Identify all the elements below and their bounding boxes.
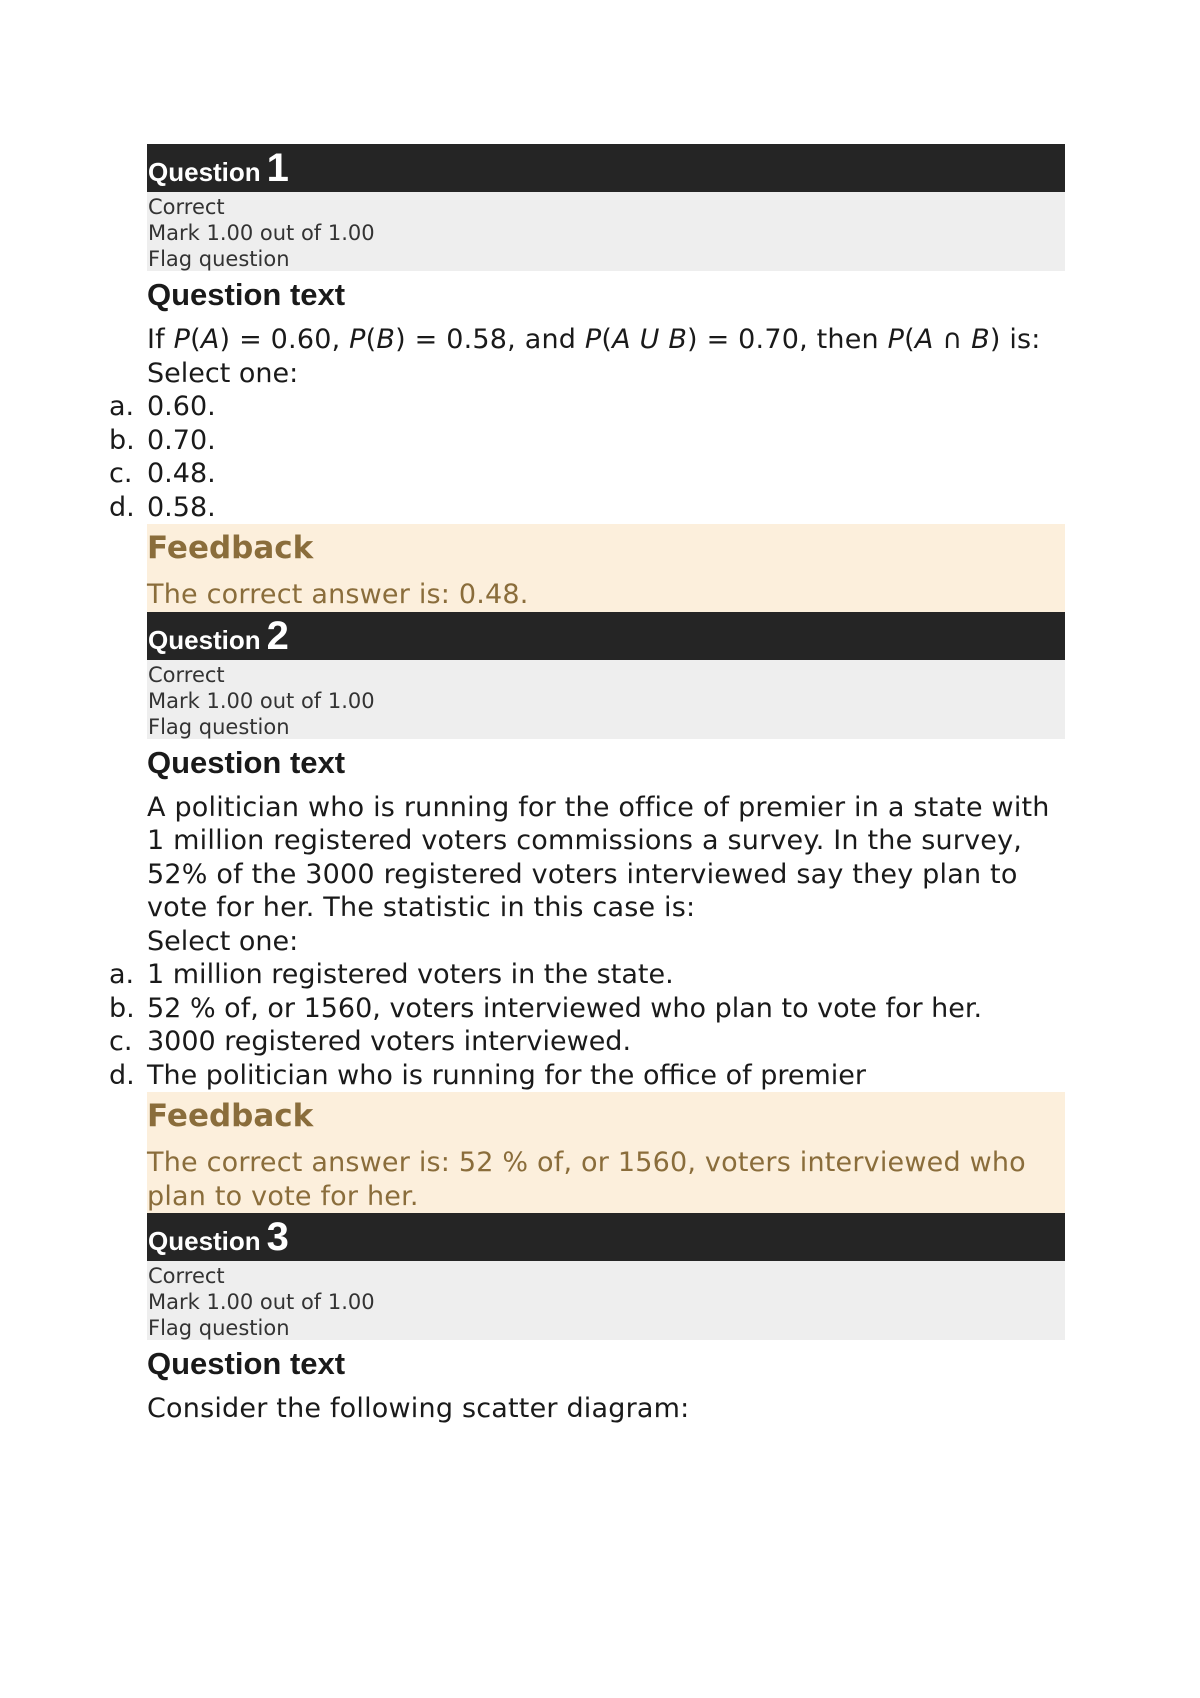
qtext-fragment: A bbox=[914, 324, 934, 355]
question-text-heading: Question text bbox=[147, 1346, 346, 1381]
feedback-title: Feedback bbox=[147, 530, 314, 566]
answer-list bbox=[109, 390, 1065, 524]
quiz-content bbox=[109, 144, 1065, 1426]
answer-text: 0.48. bbox=[147, 458, 216, 489]
answer-text: 1 million registered voters in the state. bbox=[147, 959, 674, 990]
answer-letter: c. bbox=[109, 458, 133, 489]
answer-text: 3000 registered voters interviewed. bbox=[147, 1026, 632, 1057]
question-1 bbox=[109, 144, 1065, 612]
question-title bbox=[148, 1217, 289, 1257]
question-header bbox=[147, 612, 1065, 660]
qtext-fragment: ∩ bbox=[933, 324, 972, 355]
question-text-heading: Question text bbox=[147, 744, 346, 780]
question-header bbox=[147, 1213, 1065, 1261]
qtext-fragment: If bbox=[147, 324, 174, 355]
qtext-fragment: ) = 0.70, then bbox=[687, 324, 888, 355]
answer-option[interactable] bbox=[109, 390, 1065, 424]
flag-question-link[interactable]: Flag question bbox=[148, 1316, 290, 1340]
feedback-box bbox=[147, 1092, 1065, 1213]
answer-text: 0.60. bbox=[147, 391, 216, 422]
answer-text: The politician who is running for the office of premier bbox=[147, 1059, 866, 1091]
question-status: Correct bbox=[148, 662, 225, 687]
qtext-fragment: is: bbox=[1000, 324, 1041, 355]
question-number: 2 bbox=[266, 613, 289, 658]
qtext-fragment: A U B bbox=[612, 324, 688, 355]
answer-letter: b. bbox=[109, 424, 135, 456]
qtext-fragment: P bbox=[887, 324, 905, 355]
question-number: 1 bbox=[266, 146, 289, 190]
question-text: A politician who is running for the office of premier in a state with 1 million registered voters commissions a survey. In the survey, 52% of the 3000 registered voters interviewed say they plan to vote for her. The statistic in this case is: bbox=[147, 791, 1050, 923]
answer-option[interactable] bbox=[109, 457, 1065, 491]
qtext-fragment: ( bbox=[190, 324, 201, 355]
answer-letter: b. bbox=[109, 992, 135, 1024]
answer-option[interactable] bbox=[109, 1025, 1065, 1059]
answer-option[interactable] bbox=[109, 958, 1065, 992]
qtext-fragment: ) = 0.58, and bbox=[395, 324, 585, 355]
feedback-text: The correct answer is: 52 % of, or 1560, voters interviewed who plan to vote for her. bbox=[147, 1147, 1026, 1212]
feedback-box bbox=[147, 524, 1065, 612]
answer-option[interactable] bbox=[109, 992, 1065, 1026]
answer-text: 52 % of, or 1560, voters interviewed who plan to vote for her. bbox=[147, 992, 983, 1024]
qtext-fragment: P bbox=[173, 324, 191, 355]
question-status: Correct bbox=[148, 195, 225, 219]
answer-option[interactable] bbox=[109, 1059, 1065, 1093]
qtext-fragment: ) bbox=[989, 324, 1001, 355]
qtext-fragment: A bbox=[200, 324, 220, 355]
flag-question-link[interactable]: Flag question bbox=[148, 714, 290, 739]
answer-list bbox=[109, 958, 1065, 1092]
feedback-text: The correct answer is: 0.48. bbox=[147, 579, 529, 610]
qtext-fragment: ( bbox=[365, 324, 377, 355]
flag-question-link[interactable]: Flag question bbox=[148, 247, 290, 271]
answer-letter: a. bbox=[109, 959, 135, 990]
question-title bbox=[148, 148, 289, 188]
answer-text: 0.58. bbox=[147, 491, 216, 523]
qtext-fragment: P bbox=[349, 324, 366, 355]
select-one-prompt: Select one: bbox=[147, 925, 299, 957]
select-one-prompt: Select one: bbox=[147, 357, 299, 389]
qtext-fragment: ( bbox=[601, 324, 613, 355]
qtext-fragment: B bbox=[971, 324, 990, 355]
question-header bbox=[147, 144, 1065, 192]
question-info bbox=[147, 660, 1065, 739]
question-2 bbox=[109, 612, 1065, 1214]
qtext-fragment: B bbox=[376, 324, 396, 355]
question-number: 3 bbox=[266, 1215, 289, 1259]
question-mark: Mark 1.00 out of 1.00 bbox=[148, 688, 375, 713]
answer-letter: d. bbox=[109, 491, 135, 523]
answer-option[interactable] bbox=[109, 424, 1065, 458]
feedback-title: Feedback bbox=[147, 1098, 314, 1134]
answer-text: 0.70. bbox=[147, 424, 216, 456]
question-label: Question bbox=[148, 1226, 261, 1256]
question-text bbox=[147, 319, 1065, 357]
question-title bbox=[148, 613, 289, 658]
qtext-fragment: ( bbox=[904, 324, 915, 355]
question-mark: Mark 1.00 out of 1.00 bbox=[148, 1290, 375, 1314]
question-label: Question bbox=[148, 624, 261, 655]
qtext-fragment: ) = 0.60, bbox=[219, 324, 350, 355]
question-status: Correct bbox=[148, 1264, 225, 1288]
answer-option[interactable] bbox=[109, 491, 1065, 525]
qtext-fragment: P bbox=[584, 324, 602, 355]
question-3 bbox=[147, 1213, 1065, 1426]
answer-letter: a. bbox=[109, 391, 135, 422]
question-mark: Mark 1.00 out of 1.00 bbox=[148, 221, 375, 245]
question-text-heading: Question text bbox=[147, 277, 346, 312]
answer-letter: d. bbox=[109, 1059, 135, 1091]
question-info bbox=[147, 1261, 1065, 1340]
answer-letter: c. bbox=[109, 1026, 133, 1057]
question-text: Consider the following scatter diagram: bbox=[147, 1393, 690, 1424]
question-label: Question bbox=[148, 157, 261, 187]
question-info bbox=[147, 192, 1065, 271]
